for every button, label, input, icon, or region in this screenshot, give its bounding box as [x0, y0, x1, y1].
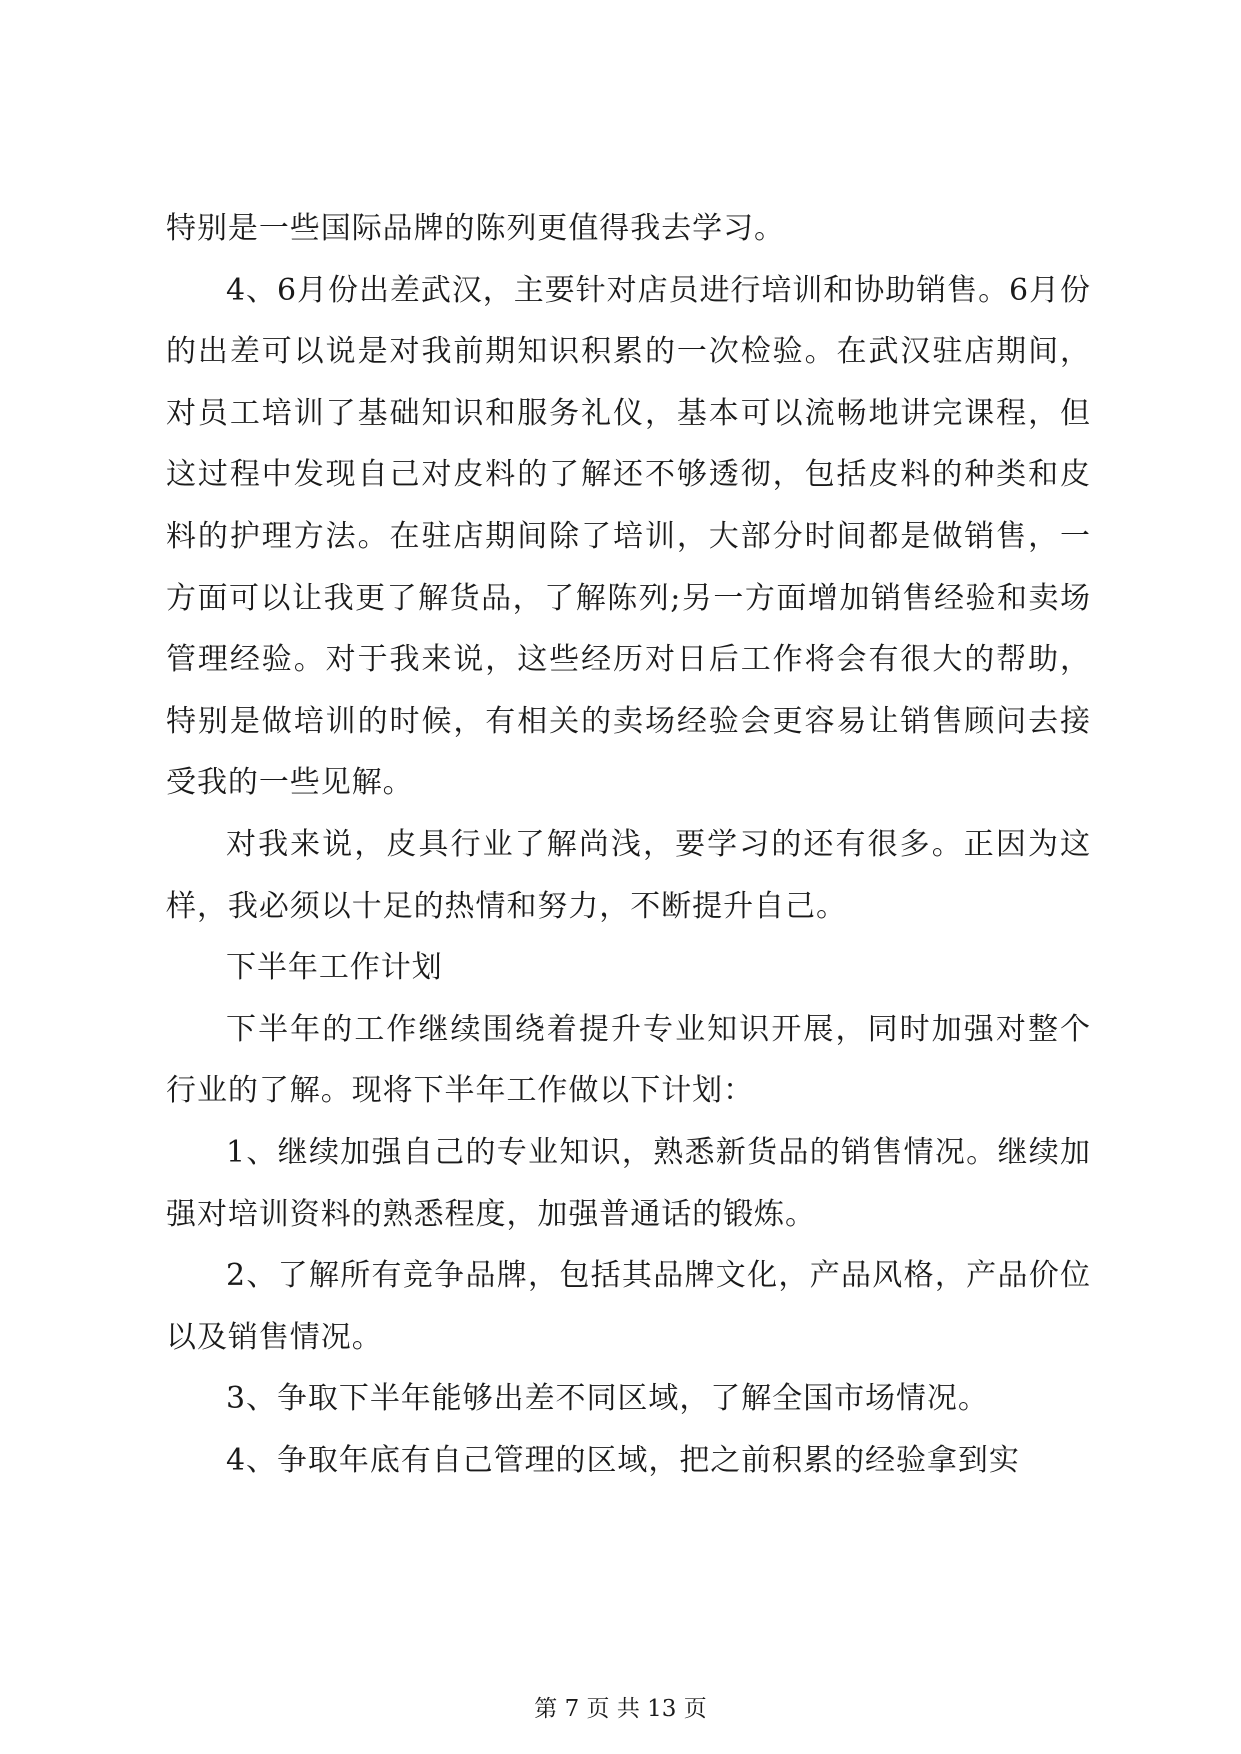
paragraph-summary: 对我来说，皮具行业了解尚浅，要学习的还有很多。正因为这样，我必须以十足的热情和努力，不断提升自己。: [166, 826, 1091, 924]
document-body: [166, 198, 1091, 1491]
paragraph-plan-intro: 下半年的工作继续围绕着提升专业知识开展，同时加强对整个行业的了解。现将下半年工作做以下计划：: [166, 1011, 1091, 1109]
plan-item-4: 4、争取年底有自己管理的区域，把之前积累的经验拿到实: [226, 1442, 1020, 1478]
section-heading-plan: 下半年工作计划: [226, 950, 443, 986]
paragraph-continued: 特别是一些国际品牌的陈列更值得我去学习。: [166, 211, 785, 246]
paragraph-item4-wuhan: 4、6月份出差武汉，主要针对店员进行培训和协助销售。6月份的出差可以说是对我前期知识积累的一次检验。在武汉驻店期间，对员工培训了基础知识和服务礼仪，基本可以流畅地讲完课程，但这过程中发现自己对皮料的了解还不够透彻，包括皮料的种类和皮料的护理方法。在驻店期间除了培训，大部分时间都是做销售，一方面可以让我更了解货品，了解陈列;另一方面增加销售经验和卖场管理经验。对于我来说，这些经历对日后工作将会有很大的帮助，特别是做培训的时候，有相关的卖场经验会更容易让销售顾问去接受我的一些见解。: [166, 272, 1091, 801]
plan-item-3: 3、争取下半年能够出差不同区域，了解全国市场情况。: [226, 1381, 989, 1417]
plan-item-1: 1、继续加强自己的专业知识，熟悉新货品的销售情况。继续加强对培训资料的熟悉程度，加强普通话的锻炼。: [166, 1134, 1091, 1232]
page-number-footer: 第 7 页 共 13 页: [534, 1696, 707, 1722]
plan-item-2: 2、了解所有竞争品牌，包括其品牌文化，产品风格，产品价位以及销售情况。: [166, 1258, 1091, 1355]
